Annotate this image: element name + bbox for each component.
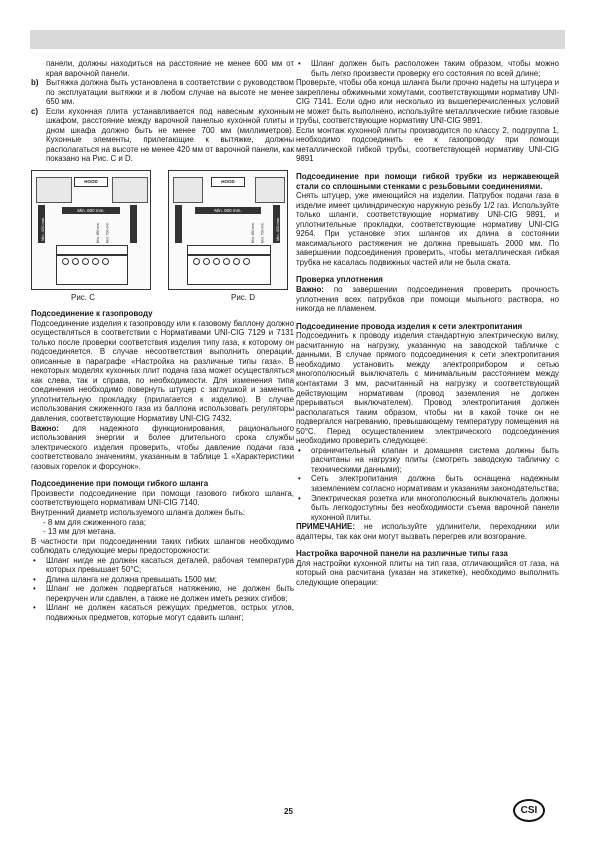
header-bar <box>30 30 565 49</box>
knob <box>213 258 220 265</box>
right-column <box>296 59 559 587</box>
important-body: для надежного функционирования, рационального использования энергии и более длительного срока службы электрического изделия проверить, чтобы давление подачи газа соответствовало значениям, указанным в таблице 1 «Характеристики газовых горелок и форсунок». <box>31 423 294 471</box>
list-item <box>296 59 559 78</box>
gas-connection-text: Подсоединение изделия к газопроводу или к газовому баллону должно осуществляться в соответствии с Нормативами UNI-CIG 7129 и 7131 только после проверки соответствия изделия типу газа, к которому он подсоединяется. В случае несоответствия выполнить операции, описанные в параграфе «Настройка на различные типы газа». В некоторых моделях кухонных плит подача газа может осуществляться как слева, так и справа, по необходимости. Для изменения типа соединения необходимо повернуть штуцер с заглушкой и заменить уплотнительную прокладку (прилагается к изделию). В случае использования сжиженного газа из баллона использовать регуляторы давления, соответствующие Нормативу UNI-CIG 7432. <box>31 318 294 424</box>
cooktop <box>187 245 271 255</box>
wall-cabinet <box>173 177 203 203</box>
inner-label: Min. 650 mm. Min. 700 mm. <box>251 221 265 244</box>
bullet: • <box>298 474 301 484</box>
bullet-text: Сеть электропитания должна быть оснащена надежным заземлением согласно нормативам и указаниям законодательства; <box>311 474 559 493</box>
wall-cabinet <box>36 177 72 203</box>
bullet: • <box>33 574 36 584</box>
height-dimension <box>175 205 182 243</box>
list-item <box>296 474 559 493</box>
important-label: Важно: <box>296 285 324 295</box>
item-text: Если кухонная плита устанавливается под навесным кухонным шкафом, расстояние между варочной панелью кухонной плиты и дном шкафа должно быть не менее 700 мм (миллиметров). Кухонные элементы, прилегающие к вытяжке, должны располагаться на высоте не менее 420 мм от варочной панели, как показано на Рис. C и D. <box>46 106 294 164</box>
hose-text-3: В частности при подсоединении таких гибких шлангов необходимо соблюдать следующие меры предосторожности: <box>31 536 294 556</box>
inner-label: Min. 650 mm. Min. 700 mm. <box>96 221 110 244</box>
knob <box>223 258 230 265</box>
height-label: Min. 420 mm. <box>40 216 45 242</box>
list-item-b <box>31 78 294 107</box>
gas-adjust-text: Для настройки кухонной плиты на тип газа, отличающийся от газа, на который она расчитана (указан на этикетке), необходимо выполнить следующие операции: <box>296 558 559 587</box>
hose-diameter-lpg: - 8 мм для сжиженного газа; <box>43 517 147 527</box>
knob <box>72 258 79 265</box>
hose-diameter-methane: - 13 мм для метана. <box>43 527 116 537</box>
electrical-heading: Подсоединение провода изделия к сети электропитания <box>296 321 523 331</box>
list-item <box>296 494 559 523</box>
figure-d-caption: Рис. D <box>231 293 256 303</box>
list-item <box>31 584 294 603</box>
figure-c <box>31 170 151 290</box>
knob <box>233 258 240 265</box>
hose-heading: Подсоединение при помощи гибкого шланга <box>31 479 209 489</box>
hood-label: HOOD <box>211 177 245 187</box>
seal-check-heading: Проверка уплотнения <box>296 275 383 285</box>
bullet: • <box>33 555 36 565</box>
bullet-text: Шланг не должен касаться режущих предметов, острых углов, подвижных предметов, которые могут сдавить шланг; <box>46 603 294 622</box>
page-number: 25 <box>284 807 293 816</box>
bullet-text: Электрическая розетка или многополюсный выключатель должны быть легкодоступны без необходимости съема варочной панели кухонной плиты. <box>311 493 559 522</box>
knob <box>243 258 250 265</box>
width-dimension: Min. 900 mm. <box>195 207 261 214</box>
electrical-text: Подсоединить к проводу изделия стандартную электрическую вилку, расчитанную на нагрузку, указанную на заводской табличке с данными. В случае прямого подсоединения к сети электропитания необходимо установить между электроприбором и сетью многополюсный выключатель с минимальным расстоянием между контактами 3 мм, расчитанный на нагрузку и соответствующий действующим нормативам (провод заземления не должен прерываться выключателем). Провод электропитания должен располагаться таким образом, чтобы ни в какой точке он не подвергался нагреванию, превышающему температуру помещения на 50°C. Перед осуществлением электрического подсоединения необходимо проверить следующее: <box>296 331 559 446</box>
bullet: • <box>298 445 301 455</box>
list-item <box>31 556 294 575</box>
figure-c-caption: Рис. C <box>71 293 96 303</box>
item-text: Вытяжка должна быть установлена в соответствии с руководством по эксплуатации вытяжки и в любом случае на высоте не менее 650 мм. <box>46 78 294 107</box>
bullet-text: ограничительный клапан и домашняя система должны быть расчитаны на нагрузку плиты (смотреть заводскую табличку с техническими данными); <box>311 445 559 474</box>
hood-label: HOOD <box>74 177 108 187</box>
bullet-text: Шланг не должен подвергаться натяжению, не должен быть перекручен или сдавлен, а также не должен иметь резких сгибов; <box>46 584 294 603</box>
check-hose-text: Проверьте, чтобы оба конца шланга были прочно надеты на штуцера и закреплены обжимными хомутами, соответствующими нормативу UNI-CIG 7141. Если одно или несколько из вышеперечисленных условий не может быть выполнено, используйте металлические гибкие газовые трубы, соответствующие нормативу UNI-CIG 9891. <box>296 78 559 126</box>
bullet: • <box>33 584 36 594</box>
list-item <box>31 603 294 622</box>
gas-important-text <box>31 424 294 472</box>
seal-check-text <box>296 285 559 314</box>
knob <box>193 258 200 265</box>
gas-adjust-heading: Настройка варочной панели на различные типы газа <box>296 549 508 559</box>
note-text <box>296 522 559 541</box>
steel-pipe-text: Снять штуцер, уже имеющийся на изделии. Патрубок подачи газа в изделие имеет цилиндрическую наружную резьбу 1/2 газ. Используйте только шланги, соответствующие нормативу UNI-CIG 9891, и уплотнительные прокладки, соответствующие нормативу UNI-CIG 9264. При установке этих шлангов их длина в состоянии максимального растяжения не должна превышать 2000 мм. По завершении подсоединения проверить, чтобы металлическая гибкая трубка не касалась подвижных частей или не была сжата. <box>296 191 559 267</box>
knob <box>102 258 109 265</box>
csi-logo: CSI <box>513 799 545 822</box>
knob <box>82 258 89 265</box>
hose-text-2: Внутренний диаметр используемого шланга должен быть: <box>31 507 245 517</box>
list-item-c <box>31 107 294 164</box>
note-label: ПРИМЕЧАНИЕ: <box>296 522 355 532</box>
height-label: Min. 420 mm. <box>275 216 280 242</box>
item-marker: b) <box>31 78 39 88</box>
note-body: не используйте удлинители, переходники или адаптеры, так как они могут вызвать перегрев или возгорание. <box>296 522 559 541</box>
list-item <box>31 575 294 585</box>
bullet-text: Шланг должен быть расположен таким образом, чтобы можно быть легко произвести проверку его состояния по всей длине; <box>311 59 559 78</box>
intro-text: панели, должны находиться на расстояние не менее 600 мм от края варочной панели. <box>46 59 294 78</box>
figure-d <box>168 170 288 290</box>
wall-cabinet <box>255 177 285 203</box>
knob <box>62 258 69 265</box>
knob <box>203 258 210 265</box>
steel-pipe-heading: Подсоединение при помощи гибкой трубки из нержавеющей стали со сплошными стенками с резьбовыми соединениями. <box>296 172 559 191</box>
figures <box>31 170 294 307</box>
seal-body: по завершении подсоединения проверить прочность уплотнения всех патрубков при помощи мыльного раствора, но никогда не пламенем. <box>296 285 559 314</box>
cooktop <box>56 245 128 255</box>
important-label: Важно: <box>31 423 59 433</box>
gas-connection-heading: Подсоединение к газопроводу <box>31 309 153 319</box>
left-column <box>31 59 294 623</box>
width-dimension: Min. 600 mm. <box>62 207 120 214</box>
bullet: • <box>33 603 36 613</box>
class2-text: Если монтаж кухонной плиты производится по классу 2, подгруппа 1, необходимо подсоединить ее к газопроводу при помощи металлической гибкой трубы, соответствующей нормативу UNI-CIG 9891 <box>296 125 559 164</box>
bullet-text: Длина шланга не должна превышать 1500 мм; <box>46 574 218 584</box>
bullet: • <box>298 59 301 68</box>
bullet: • <box>298 493 301 503</box>
list-item <box>296 446 559 475</box>
height-dimension <box>130 205 137 243</box>
wall-cabinet <box>112 177 148 203</box>
bullet-text: Шланг нигде не должен касаться деталей, рабочая температура которых превышает 50°C; <box>46 555 294 575</box>
hose-text-1: Произвести подсоединение при помощи газового гибкого шланга, соответствующего нормативам UNI-CIG 7140. <box>31 488 294 508</box>
knob <box>92 258 99 265</box>
item-marker: c) <box>31 106 39 116</box>
